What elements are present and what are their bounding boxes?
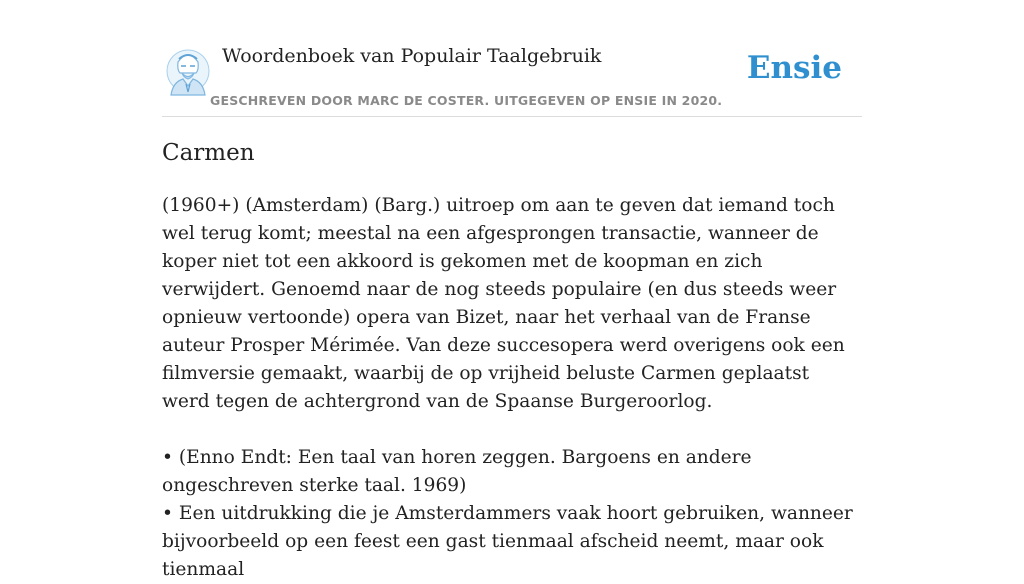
header [162, 0, 862, 117]
entry-term: Carmen [162, 140, 255, 166]
author-portrait-icon [165, 46, 211, 96]
usage-note: • Een uitdrukking die je Amsterdammers vaak hoort gebruiken, wanneer bijvoorbeeld op een feest een gast tienmaal afscheid neemt, maar ook tienmaal [162, 503, 853, 580]
paragraph-spacer [162, 416, 862, 444]
book-title[interactable]: Woordenboek van Populair Taalgebruik [222, 45, 602, 67]
author-byline: GESCHREVEN DOOR MARC DE COSTER. UITGEGEVEN OP ENSIE IN 2020. [210, 93, 723, 108]
source-citation: • (Enno Endt: Een taal van horen zeggen. Bargoens en andere ongeschreven sterke taal. 1969) [162, 447, 752, 496]
ensie-logo-link[interactable]: Ensie [746, 50, 842, 86]
definition-paragraph: (1960+) (Amsterdam) (Barg.) uitroep om aan te geven dat iemand toch wel terug komt; meestal na een afgesprongen transactie, wanneer de koper niet tot een akkoord is gekomen met de koopman en zich verwijdert. Genoemd naar de nog steeds populaire (en dus steeds weer opnieuw vertoonde) opera van Bizet, naar het verhaal van de Franse auteur Prosper Mérimée. Van deze succesopera werd overigens ook een filmversie gemaakt, waarbij de op vrijheid beluste Carmen geplaatst werd tegen de achtergrond van de Spaanse Burgeroorlog. [162, 195, 845, 412]
entry-definition [162, 192, 862, 584]
